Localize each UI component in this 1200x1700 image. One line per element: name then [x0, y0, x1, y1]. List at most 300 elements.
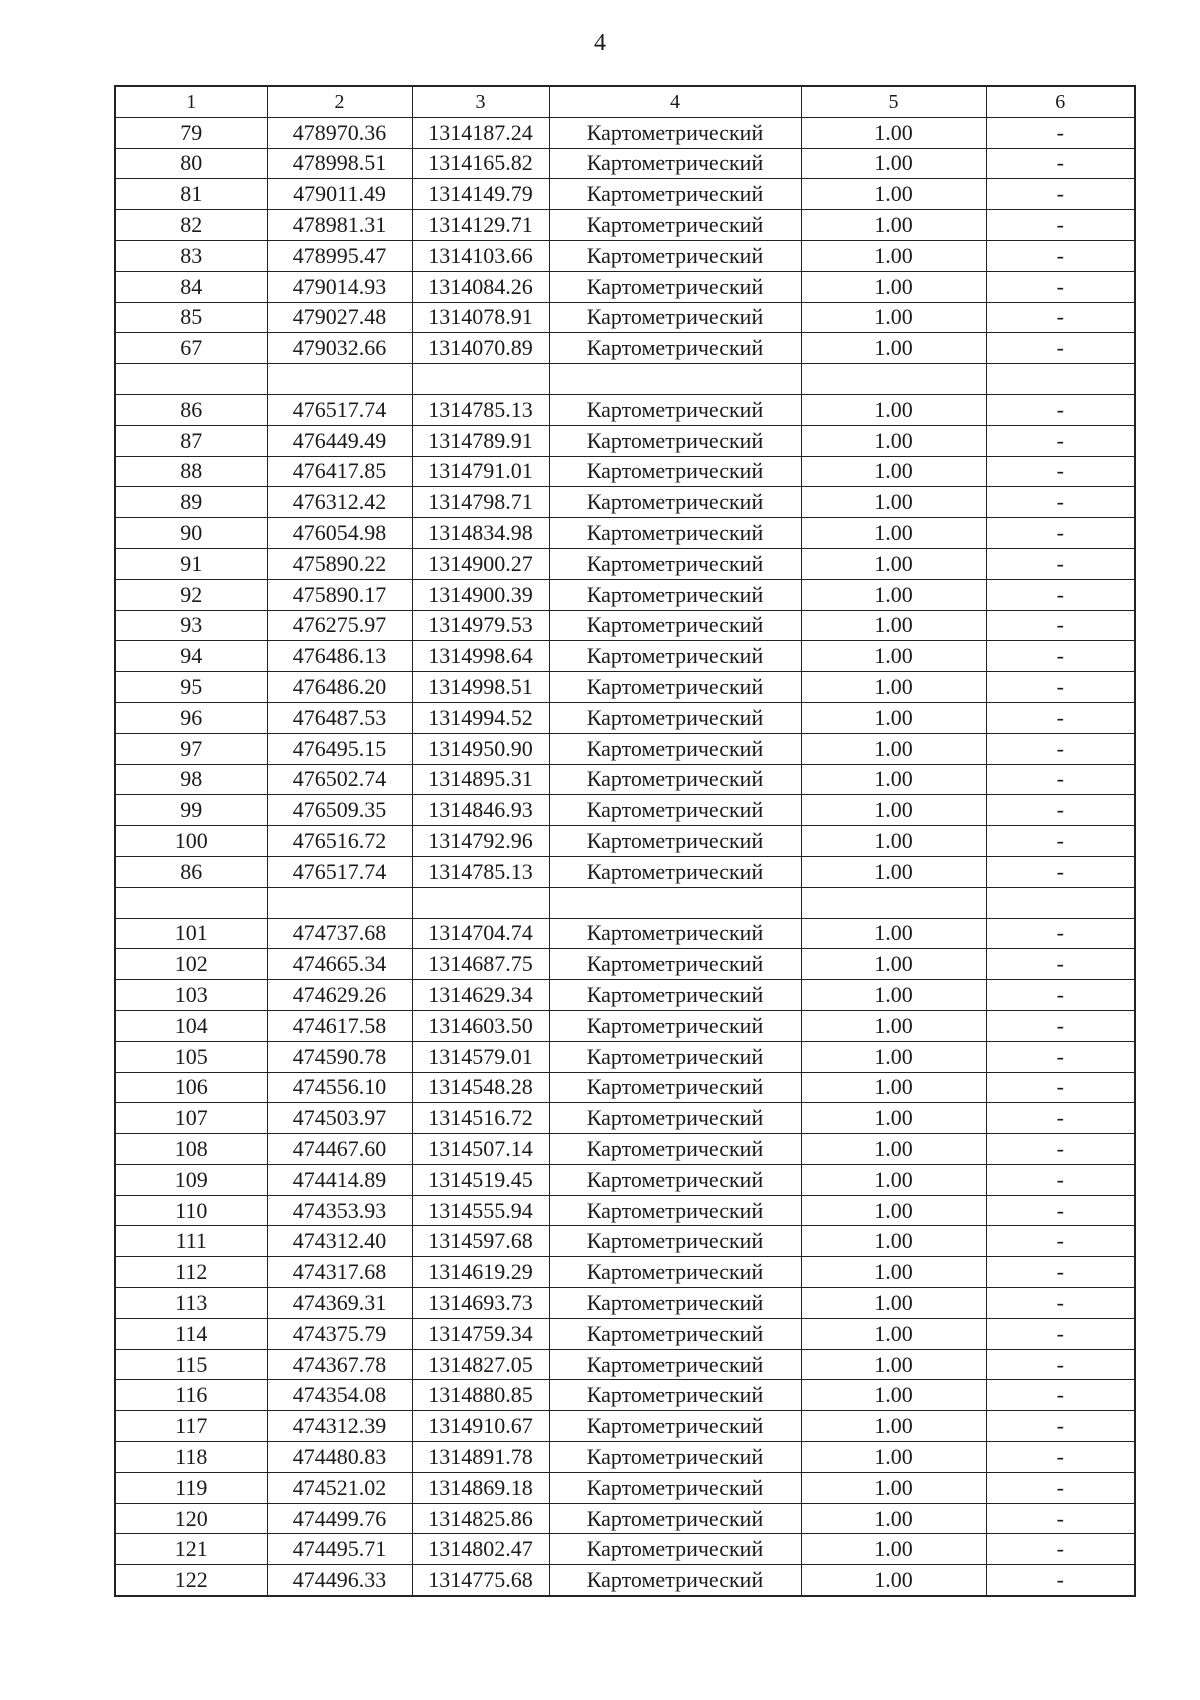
x-coordinate-cell: 474312.39 — [267, 1411, 412, 1442]
x-coordinate-cell: 479027.48 — [267, 302, 412, 333]
table-row — [115, 1195, 1135, 1226]
x-coordinate-cell: 474375.79 — [267, 1318, 412, 1349]
accuracy-cell: 1.00 — [801, 980, 986, 1011]
y-coordinate-cell: 1314994.52 — [412, 702, 549, 733]
accuracy-cell: 1.00 — [801, 518, 986, 549]
description-cell: - — [986, 1380, 1135, 1411]
y-coordinate-cell: 1314785.13 — [412, 856, 549, 887]
table-row — [115, 240, 1135, 271]
description-cell: - — [986, 302, 1135, 333]
table-row — [115, 1318, 1135, 1349]
description-cell: - — [986, 856, 1135, 887]
x-coordinate-cell: 474665.34 — [267, 949, 412, 980]
method-cell: Картометрический — [549, 271, 801, 302]
x-coordinate-cell: 474496.33 — [267, 1565, 412, 1596]
accuracy-cell: 1.00 — [801, 795, 986, 826]
point-number-cell: 84 — [115, 271, 267, 302]
accuracy-cell: 1.00 — [801, 918, 986, 949]
method-cell: Картометрический — [549, 1010, 801, 1041]
table-row — [115, 887, 1135, 918]
table-row — [115, 918, 1135, 949]
accuracy-cell: 1.00 — [801, 1041, 986, 1072]
coordinates-table — [114, 85, 1136, 1597]
point-number-cell: 88 — [115, 456, 267, 487]
table-row — [115, 456, 1135, 487]
method-cell: Картометрический — [549, 856, 801, 887]
x-coordinate-cell: 474354.08 — [267, 1380, 412, 1411]
table-row — [115, 579, 1135, 610]
point-number-cell: 79 — [115, 117, 267, 148]
table-row — [115, 1442, 1135, 1473]
column-header: 1 — [115, 86, 267, 117]
y-coordinate-cell: 1314555.94 — [412, 1195, 549, 1226]
method-cell: Картометрический — [549, 148, 801, 179]
point-number-cell: 105 — [115, 1041, 267, 1072]
table-row — [115, 764, 1135, 795]
point-number-cell: 90 — [115, 518, 267, 549]
x-coordinate-cell: 474369.31 — [267, 1288, 412, 1319]
point-number-cell: 104 — [115, 1010, 267, 1041]
point-number-cell: 85 — [115, 302, 267, 333]
y-coordinate-cell: 1314693.73 — [412, 1288, 549, 1319]
point-number-cell: 82 — [115, 210, 267, 241]
point-number-cell: 113 — [115, 1288, 267, 1319]
x-coordinate-cell: 474629.26 — [267, 980, 412, 1011]
point-number-cell: 114 — [115, 1318, 267, 1349]
description-cell: - — [986, 425, 1135, 456]
point-number-cell: 103 — [115, 980, 267, 1011]
description-cell: - — [986, 210, 1135, 241]
accuracy-cell: 1.00 — [801, 1411, 986, 1442]
description-cell: - — [986, 518, 1135, 549]
x-coordinate-cell: 478981.31 — [267, 210, 412, 241]
method-cell: Картометрический — [549, 456, 801, 487]
accuracy-cell: 1.00 — [801, 1257, 986, 1288]
description-cell: - — [986, 271, 1135, 302]
x-coordinate-cell: 479014.93 — [267, 271, 412, 302]
method-cell: Картометрический — [549, 1534, 801, 1565]
accuracy-cell: 1.00 — [801, 1010, 986, 1041]
description-cell: - — [986, 240, 1135, 271]
accuracy-cell: 1.00 — [801, 1072, 986, 1103]
method-cell: Картометрический — [549, 702, 801, 733]
method-cell: Картометрический — [549, 1380, 801, 1411]
y-coordinate-cell: 1314880.85 — [412, 1380, 549, 1411]
table-row — [115, 333, 1135, 364]
x-coordinate-cell: 474317.68 — [267, 1257, 412, 1288]
accuracy-cell: 1.00 — [801, 117, 986, 148]
method-cell: Картометрический — [549, 425, 801, 456]
x-coordinate-cell — [267, 364, 412, 395]
point-number-cell: 99 — [115, 795, 267, 826]
column-header: 2 — [267, 86, 412, 117]
y-coordinate-cell: 1314187.24 — [412, 117, 549, 148]
column-header: 3 — [412, 86, 549, 117]
y-coordinate-cell: 1314846.93 — [412, 795, 549, 826]
description-cell: - — [986, 394, 1135, 425]
description-cell: - — [986, 1565, 1135, 1596]
description-cell: - — [986, 117, 1135, 148]
x-coordinate-cell: 478998.51 — [267, 148, 412, 179]
description-cell: - — [986, 1041, 1135, 1072]
method-cell: Картометрический — [549, 1411, 801, 1442]
description-cell: - — [986, 795, 1135, 826]
method-cell: Картометрический — [549, 641, 801, 672]
accuracy-cell: 1.00 — [801, 210, 986, 241]
method-cell: Картометрический — [549, 1565, 801, 1596]
description-cell: - — [986, 1288, 1135, 1319]
x-coordinate-cell — [267, 887, 412, 918]
x-coordinate-cell: 478995.47 — [267, 240, 412, 271]
table-row — [115, 210, 1135, 241]
point-number-cell: 116 — [115, 1380, 267, 1411]
accuracy-cell: 1.00 — [801, 548, 986, 579]
point-number-cell: 112 — [115, 1257, 267, 1288]
y-coordinate-cell: 1314998.64 — [412, 641, 549, 672]
method-cell: Картометрический — [549, 1503, 801, 1534]
y-coordinate-cell: 1314548.28 — [412, 1072, 549, 1103]
method-cell: Картометрический — [549, 1288, 801, 1319]
table-row — [115, 641, 1135, 672]
x-coordinate-cell: 479032.66 — [267, 333, 412, 364]
y-coordinate-cell: 1314759.34 — [412, 1318, 549, 1349]
y-coordinate-cell: 1314891.78 — [412, 1442, 549, 1473]
table-row — [115, 949, 1135, 980]
x-coordinate-cell: 474617.58 — [267, 1010, 412, 1041]
method-cell: Картометрический — [549, 795, 801, 826]
method-cell: Картометрический — [549, 672, 801, 703]
accuracy-cell — [801, 364, 986, 395]
description-cell — [986, 887, 1135, 918]
y-coordinate-cell: 1314519.45 — [412, 1164, 549, 1195]
point-number-cell: 94 — [115, 641, 267, 672]
accuracy-cell: 1.00 — [801, 487, 986, 518]
table-row — [115, 1134, 1135, 1165]
accuracy-cell: 1.00 — [801, 733, 986, 764]
accuracy-cell: 1.00 — [801, 672, 986, 703]
table-row — [115, 394, 1135, 425]
x-coordinate-cell: 474503.97 — [267, 1103, 412, 1134]
y-coordinate-cell: 1314950.90 — [412, 733, 549, 764]
method-cell: Картометрический — [549, 333, 801, 364]
accuracy-cell: 1.00 — [801, 456, 986, 487]
table-row — [115, 1534, 1135, 1565]
table-row — [115, 1411, 1135, 1442]
table-row — [115, 702, 1135, 733]
table-row — [115, 548, 1135, 579]
method-cell — [549, 364, 801, 395]
description-cell: - — [986, 1134, 1135, 1165]
method-cell: Картометрический — [549, 1103, 801, 1134]
x-coordinate-cell: 476487.53 — [267, 702, 412, 733]
point-number-cell: 80 — [115, 148, 267, 179]
description-cell: - — [986, 548, 1135, 579]
y-coordinate-cell: 1314507.14 — [412, 1134, 549, 1165]
description-cell: - — [986, 1534, 1135, 1565]
method-cell: Картометрический — [549, 1041, 801, 1072]
method-cell: Картометрический — [549, 117, 801, 148]
table-row — [115, 1164, 1135, 1195]
accuracy-cell: 1.00 — [801, 1288, 986, 1319]
accuracy-cell: 1.00 — [801, 702, 986, 733]
point-number-cell: 100 — [115, 826, 267, 857]
description-cell: - — [986, 487, 1135, 518]
description-cell: - — [986, 1411, 1135, 1442]
accuracy-cell: 1.00 — [801, 148, 986, 179]
y-coordinate-cell: 1314910.67 — [412, 1411, 549, 1442]
method-cell: Картометрический — [549, 764, 801, 795]
method-cell: Картометрический — [549, 518, 801, 549]
y-coordinate-cell: 1314900.27 — [412, 548, 549, 579]
x-coordinate-cell: 476516.72 — [267, 826, 412, 857]
x-coordinate-cell: 476312.42 — [267, 487, 412, 518]
description-cell: - — [986, 672, 1135, 703]
table-row — [115, 1010, 1135, 1041]
method-cell: Картометрический — [549, 918, 801, 949]
table-row — [115, 1565, 1135, 1596]
x-coordinate-cell: 476054.98 — [267, 518, 412, 549]
point-number-cell: 87 — [115, 425, 267, 456]
table-row — [115, 856, 1135, 887]
accuracy-cell: 1.00 — [801, 641, 986, 672]
table-row — [115, 364, 1135, 395]
table-row — [115, 826, 1135, 857]
accuracy-cell: 1.00 — [801, 179, 986, 210]
description-cell: - — [986, 918, 1135, 949]
column-header: 4 — [549, 86, 801, 117]
point-number-cell: 96 — [115, 702, 267, 733]
point-number-cell: 83 — [115, 240, 267, 271]
method-cell: Картометрический — [549, 302, 801, 333]
accuracy-cell: 1.00 — [801, 302, 986, 333]
accuracy-cell: 1.00 — [801, 1134, 986, 1165]
x-coordinate-cell: 475890.17 — [267, 579, 412, 610]
x-coordinate-cell: 476449.49 — [267, 425, 412, 456]
accuracy-cell: 1.00 — [801, 826, 986, 857]
x-coordinate-cell: 478970.36 — [267, 117, 412, 148]
y-coordinate-cell: 1314798.71 — [412, 487, 549, 518]
description-cell: - — [986, 1503, 1135, 1534]
y-coordinate-cell — [412, 364, 549, 395]
accuracy-cell: 1.00 — [801, 1503, 986, 1534]
y-coordinate-cell: 1314597.68 — [412, 1226, 549, 1257]
y-coordinate-cell: 1314103.66 — [412, 240, 549, 271]
y-coordinate-cell: 1314165.82 — [412, 148, 549, 179]
x-coordinate-cell: 474590.78 — [267, 1041, 412, 1072]
method-cell: Картометрический — [549, 980, 801, 1011]
y-coordinate-cell: 1314825.86 — [412, 1503, 549, 1534]
accuracy-cell: 1.00 — [801, 1226, 986, 1257]
description-cell: - — [986, 641, 1135, 672]
x-coordinate-cell: 476517.74 — [267, 394, 412, 425]
point-number-cell: 118 — [115, 1442, 267, 1473]
point-number-cell: 98 — [115, 764, 267, 795]
point-number-cell: 122 — [115, 1565, 267, 1596]
method-cell: Картометрический — [549, 394, 801, 425]
table-row — [115, 271, 1135, 302]
table-row — [115, 1072, 1135, 1103]
description-cell: - — [986, 1164, 1135, 1195]
table-row — [115, 1472, 1135, 1503]
description-cell: - — [986, 1472, 1135, 1503]
description-cell: - — [986, 579, 1135, 610]
table-row — [115, 1503, 1135, 1534]
table-row — [115, 1349, 1135, 1380]
description-cell: - — [986, 949, 1135, 980]
y-coordinate-cell: 1314827.05 — [412, 1349, 549, 1380]
description-cell: - — [986, 733, 1135, 764]
point-number-cell: 86 — [115, 394, 267, 425]
point-number-cell: 91 — [115, 548, 267, 579]
y-coordinate-cell: 1314579.01 — [412, 1041, 549, 1072]
x-coordinate-cell: 474521.02 — [267, 1472, 412, 1503]
method-cell: Картометрический — [549, 610, 801, 641]
x-coordinate-cell: 474312.40 — [267, 1226, 412, 1257]
accuracy-cell: 1.00 — [801, 1164, 986, 1195]
x-coordinate-cell: 474556.10 — [267, 1072, 412, 1103]
point-number-cell: 95 — [115, 672, 267, 703]
method-cell: Картометрический — [549, 1195, 801, 1226]
table-row — [115, 487, 1135, 518]
description-cell: - — [986, 1318, 1135, 1349]
x-coordinate-cell: 474499.76 — [267, 1503, 412, 1534]
y-coordinate-cell: 1314979.53 — [412, 610, 549, 641]
description-cell — [986, 364, 1135, 395]
y-coordinate-cell: 1314900.39 — [412, 579, 549, 610]
table-row — [115, 148, 1135, 179]
column-header: 5 — [801, 86, 986, 117]
method-cell: Картометрический — [549, 240, 801, 271]
method-cell: Картометрический — [549, 826, 801, 857]
accuracy-cell: 1.00 — [801, 1195, 986, 1226]
x-coordinate-cell: 476417.85 — [267, 456, 412, 487]
y-coordinate-cell: 1314078.91 — [412, 302, 549, 333]
method-cell: Картометрический — [549, 1226, 801, 1257]
table-row — [115, 117, 1135, 148]
point-number-cell: 67 — [115, 333, 267, 364]
point-number-cell — [115, 364, 267, 395]
table-row — [115, 179, 1135, 210]
description-cell: - — [986, 702, 1135, 733]
y-coordinate-cell: 1314603.50 — [412, 1010, 549, 1041]
y-coordinate-cell: 1314629.34 — [412, 980, 549, 1011]
x-coordinate-cell: 474480.83 — [267, 1442, 412, 1473]
y-coordinate-cell — [412, 887, 549, 918]
y-coordinate-cell: 1314998.51 — [412, 672, 549, 703]
method-cell: Картометрический — [549, 1472, 801, 1503]
x-coordinate-cell: 475890.22 — [267, 548, 412, 579]
point-number-cell: 102 — [115, 949, 267, 980]
point-number-cell: 81 — [115, 179, 267, 210]
point-number-cell: 120 — [115, 1503, 267, 1534]
method-cell: Картометрический — [549, 487, 801, 518]
point-number-cell: 86 — [115, 856, 267, 887]
point-number-cell: 108 — [115, 1134, 267, 1165]
x-coordinate-cell: 474414.89 — [267, 1164, 412, 1195]
table-row — [115, 795, 1135, 826]
x-coordinate-cell: 476495.15 — [267, 733, 412, 764]
y-coordinate-cell: 1314149.79 — [412, 179, 549, 210]
y-coordinate-cell: 1314792.96 — [412, 826, 549, 857]
x-coordinate-cell: 476517.74 — [267, 856, 412, 887]
y-coordinate-cell: 1314789.91 — [412, 425, 549, 456]
y-coordinate-cell: 1314791.01 — [412, 456, 549, 487]
x-coordinate-cell: 476486.20 — [267, 672, 412, 703]
accuracy-cell: 1.00 — [801, 1565, 986, 1596]
method-cell: Картометрический — [549, 733, 801, 764]
x-coordinate-cell: 476502.74 — [267, 764, 412, 795]
point-number-cell: 92 — [115, 579, 267, 610]
point-number-cell: 106 — [115, 1072, 267, 1103]
table-row — [115, 1257, 1135, 1288]
x-coordinate-cell: 474737.68 — [267, 918, 412, 949]
method-cell: Картометрический — [549, 949, 801, 980]
y-coordinate-cell: 1314516.72 — [412, 1103, 549, 1134]
accuracy-cell: 1.00 — [801, 610, 986, 641]
point-number-cell: 110 — [115, 1195, 267, 1226]
point-number-cell: 111 — [115, 1226, 267, 1257]
point-number-cell: 115 — [115, 1349, 267, 1380]
method-cell: Картометрический — [549, 1164, 801, 1195]
point-number-cell: 119 — [115, 1472, 267, 1503]
x-coordinate-cell: 476486.13 — [267, 641, 412, 672]
method-cell: Картометрический — [549, 1318, 801, 1349]
table-header-row — [115, 86, 1135, 117]
table-row — [115, 518, 1135, 549]
point-number-cell: 89 — [115, 487, 267, 518]
method-cell: Картометрический — [549, 1072, 801, 1103]
y-coordinate-cell: 1314084.26 — [412, 271, 549, 302]
x-coordinate-cell: 474495.71 — [267, 1534, 412, 1565]
table-row — [115, 1103, 1135, 1134]
column-header: 6 — [986, 86, 1135, 117]
method-cell: Картометрический — [549, 179, 801, 210]
accuracy-cell: 1.00 — [801, 764, 986, 795]
method-cell: Картометрический — [549, 210, 801, 241]
y-coordinate-cell: 1314834.98 — [412, 518, 549, 549]
accuracy-cell: 1.00 — [801, 240, 986, 271]
x-coordinate-cell: 476275.97 — [267, 610, 412, 641]
y-coordinate-cell: 1314895.31 — [412, 764, 549, 795]
y-coordinate-cell: 1314070.89 — [412, 333, 549, 364]
x-coordinate-cell: 474467.60 — [267, 1134, 412, 1165]
method-cell: Картометрический — [549, 579, 801, 610]
table-row — [115, 980, 1135, 1011]
point-number-cell: 121 — [115, 1534, 267, 1565]
table-row — [115, 610, 1135, 641]
description-cell: - — [986, 1349, 1135, 1380]
description-cell: - — [986, 1226, 1135, 1257]
accuracy-cell: 1.00 — [801, 1349, 986, 1380]
accuracy-cell: 1.00 — [801, 394, 986, 425]
accuracy-cell: 1.00 — [801, 333, 986, 364]
method-cell: Картометрический — [549, 1257, 801, 1288]
y-coordinate-cell: 1314785.13 — [412, 394, 549, 425]
accuracy-cell: 1.00 — [801, 1103, 986, 1134]
point-number-cell: 109 — [115, 1164, 267, 1195]
description-cell: - — [986, 826, 1135, 857]
description-cell: - — [986, 1010, 1135, 1041]
y-coordinate-cell: 1314129.71 — [412, 210, 549, 241]
table-row — [115, 733, 1135, 764]
description-cell: - — [986, 980, 1135, 1011]
y-coordinate-cell: 1314704.74 — [412, 918, 549, 949]
description-cell: - — [986, 1103, 1135, 1134]
description-cell: - — [986, 610, 1135, 641]
table-row — [115, 425, 1135, 456]
accuracy-cell: 1.00 — [801, 1380, 986, 1411]
y-coordinate-cell: 1314619.29 — [412, 1257, 549, 1288]
